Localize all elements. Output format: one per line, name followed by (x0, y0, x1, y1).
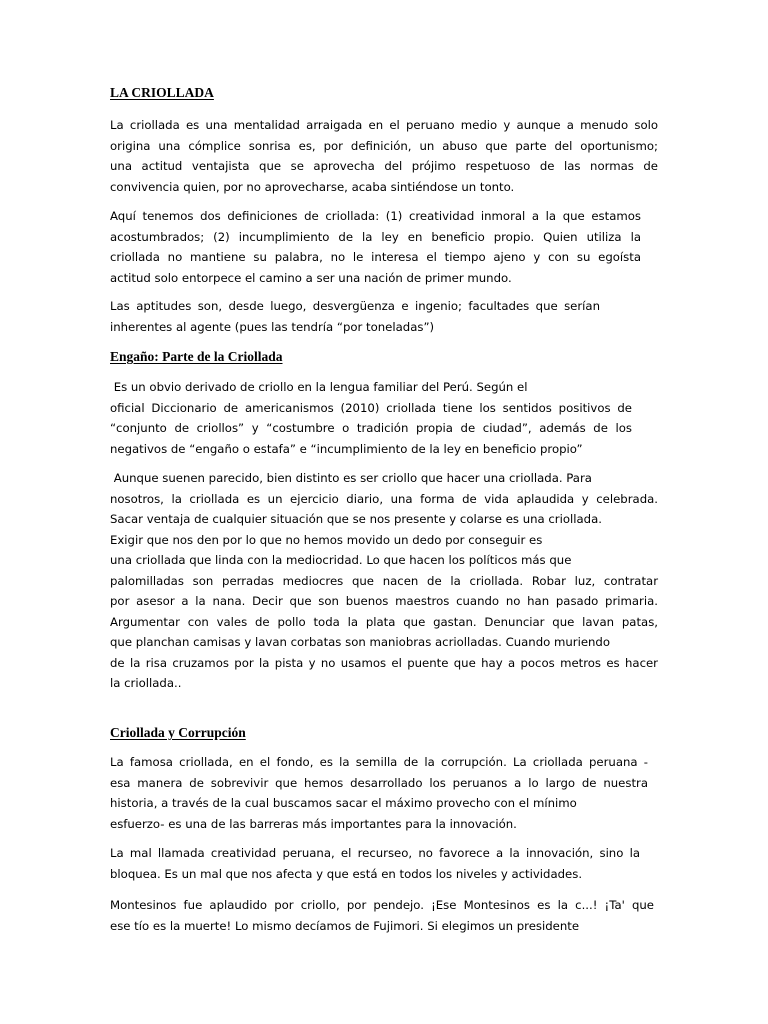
paragraph-semilla-corrupcion (110, 752, 648, 834)
text-line: una criollada que linda con la mediocridad. Lo que hacen los políticos más que (110, 553, 572, 567)
text-line: historia, a través de la cual buscamos sacar el máximo provecho con el mínimo (110, 796, 577, 810)
paragraph-definition (110, 115, 658, 197)
text-line: ese tío es la muerte! Lo mismo decíamos de Fujimori. Si elegimos un presidente (110, 918, 580, 933)
text-line: esfuerzo- es una de las barreras más importantes para la innovación. (110, 816, 517, 831)
text-line: Argumentar con vales de pollo toda la plata que gastan. Denunciar que lavan patas, (110, 614, 658, 629)
text-line: La famosa criollada, en el fondo, es la semilla de la corrupción. La criollada peruana - (110, 755, 648, 769)
paragraph-montesinos (110, 895, 654, 936)
text-line: Montesinos fue aplaudido por criollo, por pendejo. ¡Ese Montesinos es la c...! ¡Ta' que (110, 898, 654, 912)
text-line: convivencia quien, por no aprovecharse, acaba sintiéndose un tonto. (110, 179, 515, 194)
text-line: bloquea. Es un mal que nos afecta y que está en todos los niveles y actividades. (110, 866, 583, 881)
text-line: origina una cómplice sonrisa es, por definición, un abuso que parte del oportunismo; (110, 138, 658, 153)
paragraph-creatividad-peruana (110, 843, 640, 884)
text-line: criollada no mantiene su palabra, no le interesa el tiempo ajeno y con su egoísta (110, 250, 641, 264)
text-line: “conjunto de criollos” y “costumbre o tradición propia de ciudad”, además de los (110, 421, 632, 435)
text-line: oficial Diccionario de americanismos (2010) criollada tiene los sentidos positivos de (110, 400, 632, 415)
text-line: de la risa cruzamos por la pista y no usamos el puente que hay a pocos metros es hacer (110, 655, 658, 670)
section-heading-engano: Engaño: Parte de la Criollada (110, 349, 283, 364)
text-line: la criollada.. (110, 676, 182, 690)
text-line: palomilladas son perradas mediocres que nacen de la criollada. Robar luz, contratar (110, 573, 658, 588)
text-line: Sacar ventaja de cualquier situación que se nos presente y colarse es una criollada. (110, 512, 602, 526)
text-line: Exigir que nos den por lo que no hemos movido un dedo por conseguir es (110, 532, 543, 547)
paragraph-aptitudes (110, 296, 600, 337)
text-line: Es un obvio derivado de criollo en la lengua familiar del Perú. Según el (110, 380, 528, 394)
text-line: nosotros, la criollada es un ejercicio diario, una forma de vida aplaudida y celebrada. (110, 491, 658, 506)
text-line: actitud solo entorpece el camino a ser una nación de primer mundo. (110, 270, 512, 285)
text-line: La criollada es una mentalidad arraigada en el peruano medio y aunque a menudo solo (110, 118, 658, 132)
text-line: una actitud ventajista que se aprovecha del prójimo respetuoso de las normas de (110, 159, 658, 173)
text-line: negativos de “engaño o estafa” e “incumplimiento de la ley en beneficio propio” (110, 441, 583, 456)
paragraph-two-definitions (110, 206, 641, 288)
text-line: que planchan camisas y lavan corbatas son maniobras acriolladas. Cuando muriendo (110, 635, 611, 649)
paragraph-criollo-vs-criollada (110, 468, 658, 694)
text-line: esa manera de sobrevivir que hemos desarrollado los peruanos a lo largo de nuestra (110, 775, 648, 790)
text-line: Aquí tenemos dos definiciones de criollada: (1) creatividad inmoral a la que estamos (110, 209, 641, 223)
text-line: acostumbrados; (2) incumplimiento de la ley en beneficio propio. Quien utiliza la (110, 229, 641, 244)
paragraph-derivado (110, 377, 632, 459)
text-line: Aunque suenen parecido, bien distinto es ser criollo que hacer una criollada. Para (110, 471, 592, 485)
text-line: La mal llamada creatividad peruana, el recurseo, no favorece a la innovación, sino la (110, 846, 640, 860)
document-title: LA CRIOLLADA (110, 85, 214, 100)
text-line: Las aptitudes son, desde luego, desvergüenza e ingenio; facultades que serían (110, 299, 600, 313)
text-line: por asesor a la nana. Decir que son buenos maestros cuando no han pasado primaria. (110, 594, 658, 608)
text-line: inherentes al agente (pues las tendría “por toneladas”) (110, 319, 435, 334)
section-heading-corrupcion: Criollada y Corrupción (110, 725, 246, 740)
